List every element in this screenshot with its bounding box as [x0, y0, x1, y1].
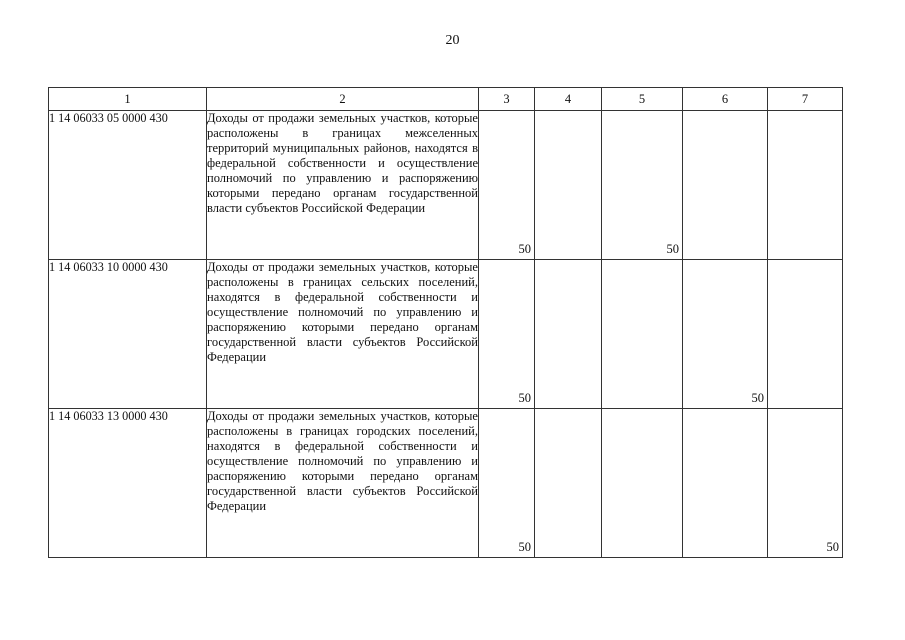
- column-3-cell: [479, 409, 535, 558]
- column-header-4: 4: [535, 88, 602, 111]
- table-row: [49, 111, 843, 260]
- budget-code-cell: 1 14 06033 05 0000 430: [49, 111, 207, 260]
- column-3-value: 50: [518, 391, 531, 405]
- column-5-cell: [602, 260, 683, 409]
- column-6-value: 50: [751, 391, 764, 405]
- column-header-5: 5: [602, 88, 683, 111]
- description-cell: Доходы от продажи земельных участков, которые расположены в границах межселенных территорий муниципальных районов, находятся в федеральной собственности и осуществление полномочий по управлению и распоряжению которыми передано органам государственной власти субъектов Российской Федерации: [207, 111, 479, 260]
- description-cell: Доходы от продажи земельных участков, которые расположены в границах городских поселений, находятся в федеральной собственности и осуществление полномочий по управлению и распоряжению которыми передано органам государственной власти субъектов Российской Федерации: [207, 409, 479, 558]
- column-6-cell: [683, 409, 768, 558]
- column-4-cell: [535, 260, 602, 409]
- column-5-cell: [602, 409, 683, 558]
- column-4-cell: [535, 409, 602, 558]
- column-3-value: 50: [518, 242, 531, 256]
- column-6-cell: [683, 260, 768, 409]
- table-row: [49, 260, 843, 409]
- column-header-3: 3: [479, 88, 535, 111]
- page-number: 20: [445, 33, 460, 48]
- table-row: [49, 409, 843, 558]
- column-7-cell: [768, 111, 843, 260]
- column-3-cell: [479, 260, 535, 409]
- description-cell: Доходы от продажи земельных участков, которые расположены в границах сельских поселений, находятся в федеральной собственности и осуществление полномочий по управлению и распоряжению которыми передано органам государственной власти субъектов Российской Федерации: [207, 260, 479, 409]
- budget-code-cell: 1 14 06033 10 0000 430: [49, 260, 207, 409]
- column-4-cell: [535, 111, 602, 260]
- column-7-cell: [768, 260, 843, 409]
- column-header-6: 6: [683, 88, 768, 111]
- revenue-table: [48, 87, 843, 558]
- column-header-7: 7: [768, 88, 843, 111]
- column-7-cell: [768, 409, 843, 558]
- header-row: [49, 88, 843, 111]
- column-7-value: 50: [826, 540, 839, 554]
- column-5-value: 50: [666, 242, 679, 256]
- column-5-cell: [602, 111, 683, 260]
- column-3-cell: [479, 111, 535, 260]
- column-header-1: 1: [49, 88, 207, 111]
- column-6-cell: [683, 111, 768, 260]
- column-3-value: 50: [518, 540, 531, 554]
- column-header-2: 2: [207, 88, 479, 111]
- budget-code-cell: 1 14 06033 13 0000 430: [49, 409, 207, 558]
